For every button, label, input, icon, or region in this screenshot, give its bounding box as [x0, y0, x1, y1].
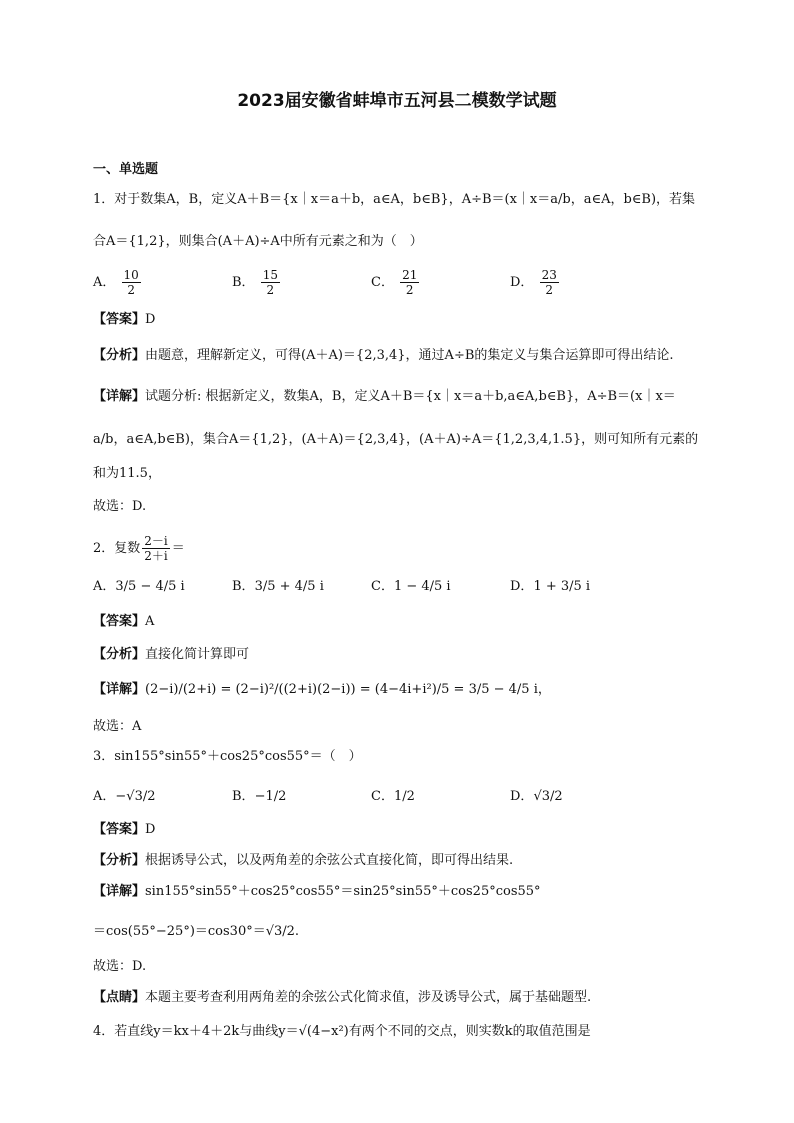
q3-detail-text1: sin155°sin55°＋cos25°cos55°＝sin25°sin55°＋cos25°cos55°	[145, 884, 541, 899]
q2-detail-tag: 【详解】	[93, 682, 146, 697]
q1-option-c	[371, 268, 421, 297]
q3-analysis	[93, 851, 513, 871]
q1-option-d-letter: D．	[510, 275, 534, 290]
q1-option-b-letter: B．	[232, 275, 255, 290]
q1-analysis-text: 由题意，理解新定义，可得(A＋A)＝{2,3,4}，通过A÷B的集定义与集合运算即可得出结论.	[145, 348, 674, 363]
q3-answer	[93, 820, 155, 840]
q1-option-a-fraction	[122, 268, 141, 297]
q2-option-d-text: 1 + 3/5 i	[533, 579, 591, 594]
q2-stem-num: 2－i	[144, 534, 168, 548]
q3-option-a-letter: A．	[93, 789, 116, 804]
q1-stem-line2: 合A＝{1,2}，则集合(A＋A)÷A中所有元素之和为（ ）	[93, 234, 423, 249]
q3-analysis-tag: 【分析】	[93, 853, 146, 868]
q2-answer	[93, 612, 154, 632]
q3-detail-line1	[93, 882, 541, 902]
q2-stem-suffix: ＝	[171, 541, 185, 556]
q3-stem: 3．sin155°sin55°＋cos25°cos55°＝（ ）	[93, 749, 362, 764]
q1-option-d-fraction	[540, 268, 559, 297]
q1-option-a-num: 10	[123, 268, 139, 282]
q2-option-c-text: 1 − 4/5 i	[393, 579, 451, 594]
q1-option-b-den: 2	[266, 283, 275, 297]
section-heading: 一、单选题	[93, 162, 159, 177]
q2-option-d	[510, 575, 590, 594]
q3-analysis-text: 根据诱导公式，以及两角差的余弦公式直接化简，即可得出结果.	[145, 853, 514, 868]
q3-option-a-text: −√3/2	[115, 789, 156, 804]
q1-option-c-fraction	[400, 268, 419, 297]
q2-option-a	[93, 575, 185, 594]
q1-analysis	[93, 346, 674, 366]
q1-option-d-den: 2	[545, 283, 554, 297]
q3-choose: 故选：D.	[93, 959, 147, 974]
q1-answer-value: D	[145, 312, 156, 327]
q3-option-d	[510, 785, 563, 804]
q1-answer	[93, 310, 155, 330]
q1-option-a-den: 2	[127, 283, 135, 297]
q1-option-a-letter: A．	[93, 275, 116, 290]
q3-answer-tag: 【答案】	[93, 822, 146, 837]
q1-detail-line1	[93, 387, 676, 407]
q3-comment-tag: 【点睛】	[93, 990, 146, 1005]
q1-option-d	[510, 268, 561, 297]
q2-option-c	[371, 575, 451, 594]
q3-comment	[93, 988, 591, 1008]
q1-choose: 故选：D.	[93, 499, 147, 514]
q1-option-b-fraction	[261, 268, 280, 297]
q3-option-a	[93, 785, 156, 804]
q3-option-b-letter: B．	[232, 789, 255, 804]
q2-detail-text: (2−i)/(2+i) = (2−i)²/((2+i)(2−i)) = (4−4i+i²)/5 = 3/5 − 4/5 i，	[145, 682, 551, 697]
q1-option-c-den: 2	[405, 283, 414, 297]
q1-option-d-num: 23	[541, 268, 557, 282]
q2-stem	[93, 534, 185, 563]
q1-answer-tag: 【答案】	[93, 312, 146, 327]
q2-stem-prefix: 2．复数	[93, 541, 141, 556]
q4-stem: 4．若直线y＝kx＋4＋2k与曲线y＝√(4−x²)有两个不同的交点，则实数k的取值范围是	[93, 1024, 591, 1039]
q2-option-c-letter: C．	[371, 579, 394, 594]
q1-detail-text1: 试题分析: 根据新定义，数集A，B，定义A＋B＝{x｜x＝a＋b,a∈A,b∈B}，A÷B＝(x｜x＝	[145, 389, 676, 404]
q3-option-b	[232, 785, 286, 804]
q2-choose: 故选：A	[93, 719, 142, 734]
q2-answer-tag: 【答案】	[93, 614, 146, 629]
q3-option-b-text: −1/2	[254, 789, 287, 804]
q3-option-d-text: √3/2	[533, 789, 563, 804]
q1-detail-tag: 【详解】	[93, 389, 146, 404]
q1-option-c-letter: C．	[371, 275, 394, 290]
q3-option-c-letter: C．	[371, 789, 394, 804]
q2-option-b-letter: B．	[232, 579, 255, 594]
q3-option-c	[371, 785, 415, 804]
q2-detail	[93, 680, 551, 700]
q2-option-d-letter: D．	[510, 579, 534, 594]
q2-option-a-text: 3/5 − 4/5 i	[115, 579, 185, 594]
q3-detail-line2: ＝cos(55°−25°)＝cos30°＝√3/2.	[93, 924, 300, 939]
q1-option-b-num: 15	[262, 268, 278, 282]
q2-answer-value: A	[145, 614, 155, 629]
page-title: 2023届安徽省蚌埠市五河县二模数学试题	[237, 91, 557, 111]
q1-stem-line1: 1．对于数集A，B，定义A＋B＝{x｜x＝a＋b，a∈A，b∈B}，A÷B＝(x｜x＝a/b，a∈A，b∈B)，若集	[93, 192, 696, 207]
q2-analysis-text: 直接化简计算即可	[145, 647, 250, 662]
q1-detail-line2: a/b，a∈A,b∈B)，集合A＝{1,2}，(A＋A)＝{2,3,4}，(A＋A)÷A＝{1,2,3,4,1.5}，则可知所有元素的	[93, 432, 699, 447]
q1-option-a	[93, 268, 143, 297]
q1-analysis-tag: 【分析】	[93, 348, 146, 363]
q3-comment-text: 本题主要考查利用两角差的余弦公式化简求值，涉及诱导公式，属于基础题型.	[145, 990, 592, 1005]
q3-option-d-letter: D．	[510, 789, 534, 804]
q2-stem-den: 2＋i	[144, 549, 168, 563]
q2-stem-fraction	[142, 534, 169, 563]
q3-detail-tag: 【详解】	[93, 884, 146, 899]
q3-option-c-text: 1/2	[393, 789, 415, 804]
q2-analysis-tag: 【分析】	[93, 647, 146, 662]
q2-option-a-letter: A．	[93, 579, 116, 594]
q3-answer-value: D	[145, 822, 156, 837]
q1-option-c-num: 21	[402, 268, 418, 282]
q2-analysis	[93, 645, 249, 665]
q2-option-b	[232, 575, 324, 594]
q1-detail-line3: 和为11.5，	[93, 466, 161, 481]
q2-option-b-text: 3/5 + 4/5 i	[254, 579, 324, 594]
q1-option-b	[232, 268, 282, 297]
